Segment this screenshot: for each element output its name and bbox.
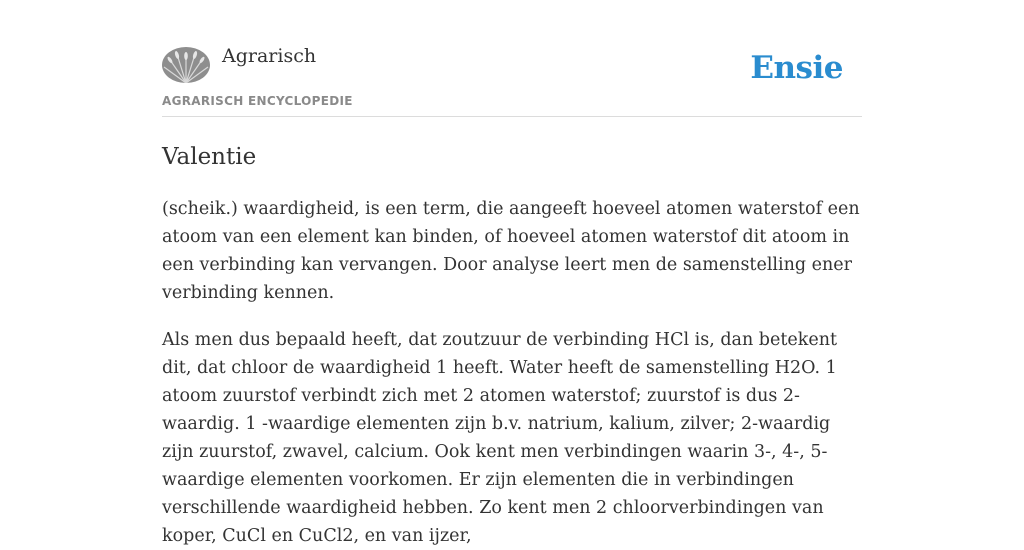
wheat-logo-icon[interactable] <box>162 47 210 83</box>
content-column <box>162 0 862 550</box>
article-paragraph: Als men dus bepaald heeft, dat zoutzuur de verbinding HCl is, dan betekent dit, dat chloor de waardigheid 1 heeft. Water heeft de samenstelling H2O. 1 atoom zuurstof verbindt zich met 2 atomen waterstof; zuurstof is dus 2-waardig. 1 -waardige elementen zijn b.v. natrium, kalium, zilver; 2-waardig zijn zuurstof, zwavel, calcium. Ook kent men verbindingen waarin 3-, 4-, 5-waardige elementen voorkomen. Er zijn elementen die in verbindingen verschillende waardigheid hebben. Zo kent men 2 chloorverbindingen van koper, CuCl en CuCl2, en van ijzer, <box>162 330 837 546</box>
ensie-logo[interactable]: Ensie <box>750 50 843 86</box>
source-name[interactable]: Agrarisch <box>222 45 317 67</box>
source-subtitle: AGRARISCH ENCYCLOPEDIE <box>162 94 353 108</box>
article-title: Valentie <box>162 144 257 170</box>
article-paragraph: (scheik.) waardigheid, is een term, die aangeeft hoeveel atomen waterstof een atoom van een element kan binden, of hoeveel atomen waterstof dit atoom in een verbinding kan vervangen. Door analyse leert men de samenstelling ener verbinding kennen. <box>162 199 860 303</box>
page-header <box>162 0 862 117</box>
